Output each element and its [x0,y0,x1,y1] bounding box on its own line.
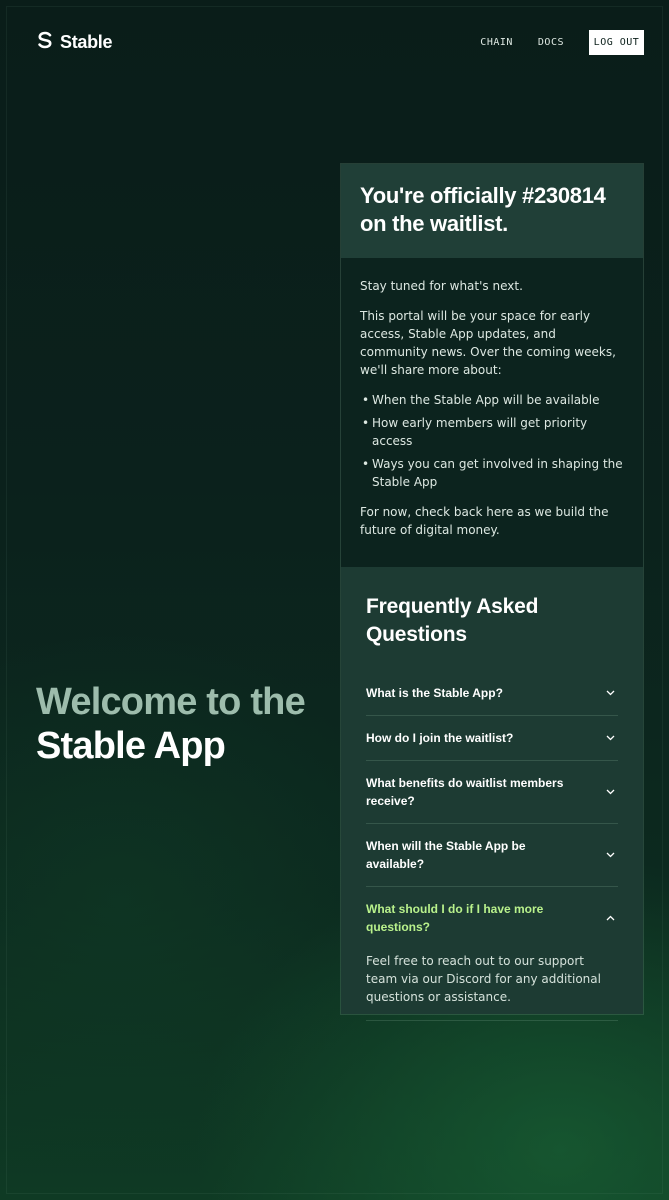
faq-question-toggle[interactable] [366,716,618,760]
faq-answer: Feel free to reach out to our support team via our Discord for any additional questions or assistance. [366,954,601,1004]
faq-question: What should I do if I have more questions? [366,902,544,934]
waitlist-card [340,163,644,1015]
faq-item [366,671,618,716]
waitlist-intro: Stay tuned for what's next. [360,279,523,293]
chevron-up-icon [604,912,616,924]
chevron-down-icon [604,786,616,798]
faq-question-toggle[interactable] [366,761,618,823]
hero-line-1: Welcome to the [36,681,305,723]
chevron-down-icon [604,687,616,699]
faq-item [366,761,618,824]
waitlist-title: You're officially #230814 on the waitlist. [360,183,606,236]
hero-heading [36,680,305,768]
waitlist-body [341,258,643,567]
list-item [360,455,624,491]
chevron-down-icon [604,849,616,861]
stable-logo-icon [36,31,54,53]
waitlist-header [341,164,643,258]
faq-question: How do I join the waitlist? [366,731,514,745]
faq-question-toggle[interactable] [366,824,618,886]
list-item [360,391,624,409]
nav-link-docs[interactable]: DOCS [537,37,564,48]
faq-question-toggle[interactable] [366,887,618,944]
logout-button[interactable]: LOG OUT [589,30,644,55]
waitlist-closing: For now, check back here as we build the future of digital money. [360,505,609,537]
faq-item-open [366,887,618,1021]
list-item [360,414,624,450]
waitlist-bullets [360,391,624,491]
faq-item [366,716,618,761]
bullet-text: When the Stable App will be available [372,393,600,407]
brand-name: Stable [60,31,113,52]
brand-logo[interactable] [36,31,112,53]
bullet-icon: • [362,416,370,430]
faq-section [341,567,643,1014]
bullet-icon: • [362,457,370,471]
top-nav [480,30,644,55]
chevron-down-icon [604,732,616,744]
faq-item [366,824,618,887]
bullet-text: How early members will get priority access [372,416,588,448]
bullet-icon: • [362,393,370,407]
waitlist-paragraph: This portal will be your space for early access, Stable App updates, and community news. Over the coming weeks, we'll share more about: [360,309,616,377]
faq-question-toggle[interactable] [366,671,618,715]
nav-link-chain[interactable]: CHAIN [480,37,513,48]
faq-question: What benefits do waitlist members receive? [366,776,564,808]
hero-line-2: Stable App [36,725,226,767]
faq-title: Frequently Asked Questions [366,595,539,646]
faq-question: What is the Stable App? [366,686,503,700]
faq-question: When will the Stable App be available? [366,839,526,871]
bullet-text: Ways you can get involved in shaping the Stable App [372,457,623,489]
